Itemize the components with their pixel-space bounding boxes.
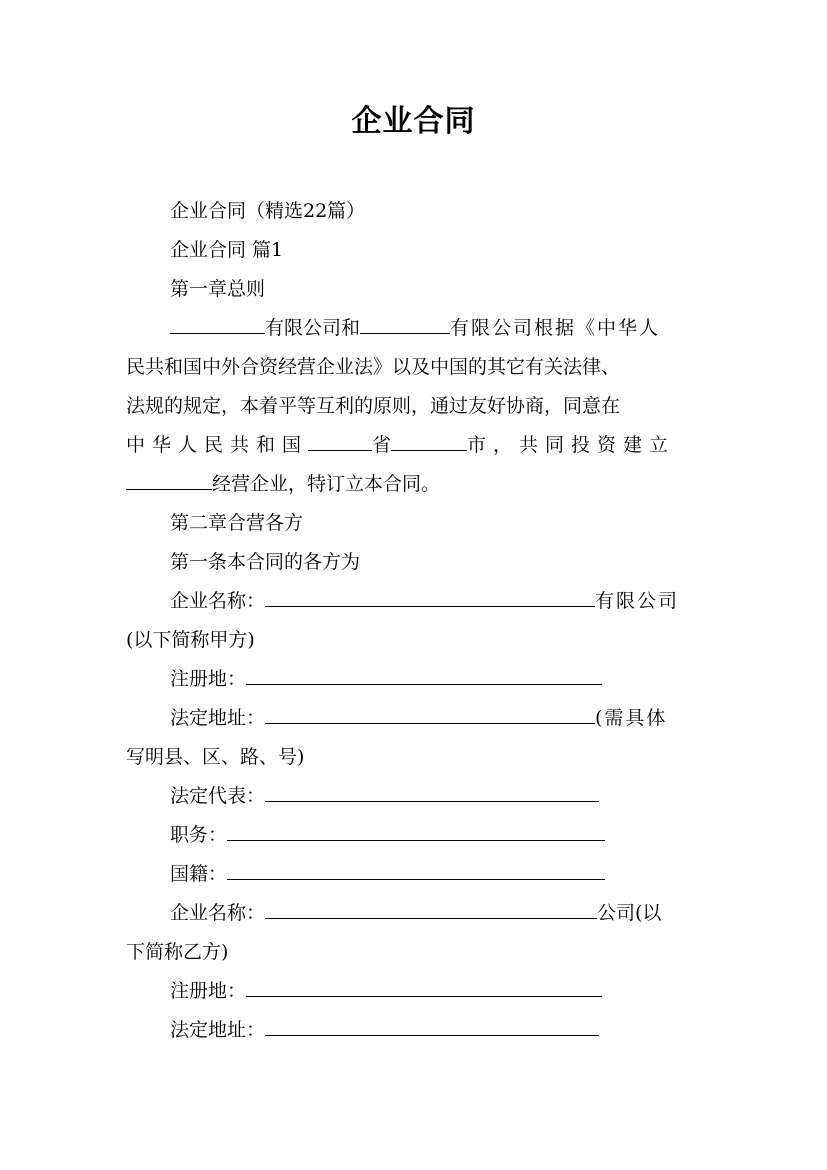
field-label: 注册地：: [170, 980, 247, 1002]
text-segment: 省: [372, 434, 392, 456]
party-a-nat-line: [126, 861, 750, 887]
blank-party-a-reg: [246, 666, 602, 685]
party-b-addr-line: [126, 1017, 750, 1043]
intro-line: 企业合同（精选22篇）: [170, 200, 366, 222]
field-label: 法定地址：: [170, 1019, 266, 1041]
text-segment: (需具体: [595, 707, 668, 729]
document-title: 企业合同: [351, 104, 476, 139]
field-label: 法定地址：: [170, 707, 266, 729]
blank-enterprise: [126, 471, 212, 490]
party-a-name-line: [126, 588, 750, 614]
text-segment: 公司(以: [597, 902, 662, 924]
blank-province: [308, 432, 372, 451]
blank-company-2: [360, 315, 450, 334]
blank-party-b-name: [265, 900, 597, 919]
chapter-heading-2: 第二章合营各方: [170, 512, 304, 534]
text-segment: 经营企业，特订立本合同。: [212, 473, 441, 495]
paragraph-1-line-2: 民共和国中外合资经营企业法》以及中国的其它有关法律、: [126, 356, 621, 378]
blank-party-a-nat: [227, 861, 605, 880]
blank-party-b-addr: [265, 1017, 599, 1036]
article-1: 第一条本合同的各方为: [170, 551, 361, 573]
party-a-addr-line: [126, 705, 750, 731]
field-label: 职务：: [170, 824, 228, 846]
text-segment: 有限公司和: [265, 317, 361, 339]
blank-party-a-name: [265, 588, 595, 607]
blank-party-a-post: [227, 822, 605, 841]
field-label: 法定代表：: [170, 785, 266, 807]
party-a-rep-line: [126, 783, 750, 809]
chapter-heading-1: 第一章总则: [170, 278, 266, 300]
field-label: 国籍：: [170, 863, 228, 885]
text-segment: 市，共同投资建立: [467, 434, 676, 456]
text-segment: 有限公司根据《中华人: [450, 317, 661, 339]
blank-party-a-rep: [265, 783, 599, 802]
blank-company-1: [170, 315, 265, 334]
blank-city: [391, 432, 467, 451]
party-b-name-line: [126, 900, 750, 926]
field-label: 企业名称：: [170, 902, 266, 924]
party-b-name-cont: 下简称乙方): [126, 941, 229, 963]
party-a-name-cont: (以下简称甲方): [126, 629, 255, 651]
party-a-post-line: [126, 822, 750, 848]
field-label: 企业名称：: [170, 590, 266, 612]
text-segment: 中华人民共和国: [126, 434, 309, 456]
party-a-reg-line: [126, 666, 750, 692]
paragraph-1-line-4: [126, 432, 706, 458]
party-a-addr-cont: 写明县、区、路、号): [126, 746, 305, 768]
field-label: 注册地：: [170, 668, 247, 690]
party-b-reg-line: [126, 978, 750, 1004]
blank-party-b-reg: [246, 978, 602, 997]
text-segment: 有限公司: [595, 590, 680, 612]
blank-party-a-addr: [265, 705, 595, 724]
paragraph-1-line-3: 法规的规定，本着平等互利的原则，通过友好协商，同意在: [126, 395, 621, 417]
paragraph-1-line-1: [126, 315, 750, 341]
piece-heading: 企业合同 篇1: [170, 239, 284, 261]
paragraph-1-line-5: [126, 471, 706, 497]
